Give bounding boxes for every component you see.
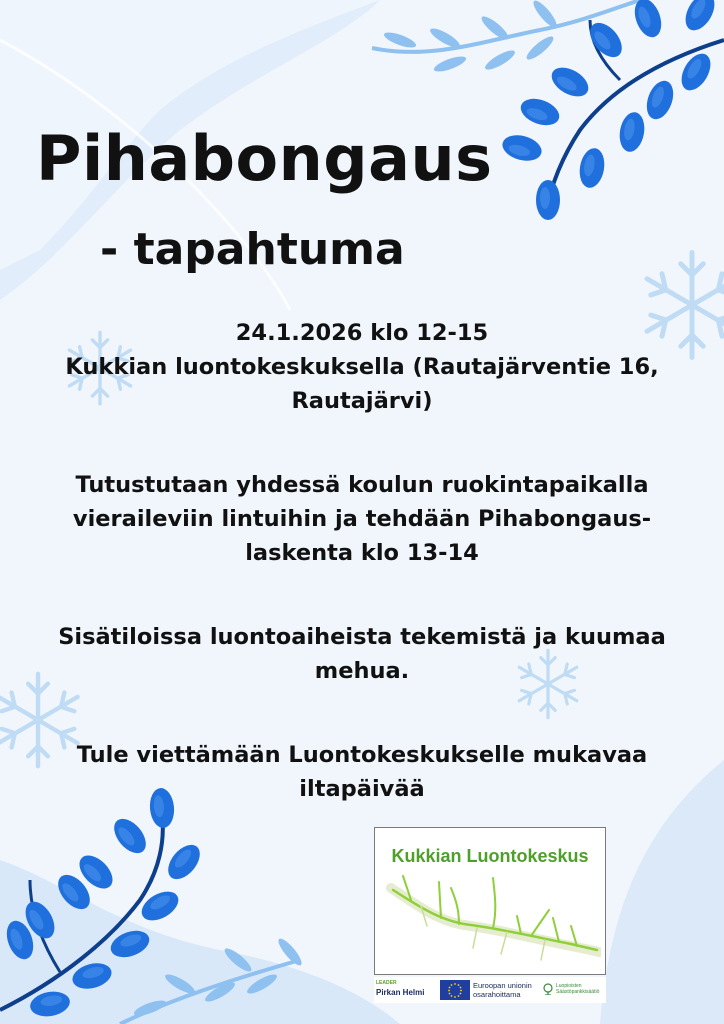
savings-bank-foundation-icon bbox=[542, 983, 554, 995]
pirkan-helmi-label: Pirkan Helmi bbox=[376, 988, 425, 997]
eu-funding-text bbox=[473, 981, 532, 999]
pirkan-helmi-logo bbox=[376, 979, 424, 997]
eu-line-2: osarahoittama bbox=[473, 990, 521, 999]
event-place-line-2: Rautajärvi) bbox=[291, 388, 433, 414]
invitation-line-2: iltapäivää bbox=[299, 776, 425, 802]
leader-label: LEADER bbox=[376, 980, 397, 986]
invitation-line-1: Tule viettämään Luontokeskukselle mukavaa bbox=[76, 742, 648, 768]
poster-title: Pihabongaus bbox=[36, 122, 493, 195]
poster-subtitle: - tapahtuma bbox=[100, 224, 405, 275]
eu-line-1: Euroopan unionin bbox=[473, 981, 532, 990]
river-map-icon bbox=[381, 868, 601, 968]
sponsor-strip bbox=[374, 977, 606, 1003]
description-line-1: Tutustutaan yhdessä koulun ruokintapaikalla bbox=[75, 472, 649, 498]
event-description bbox=[20, 468, 704, 570]
invitation bbox=[20, 738, 704, 806]
indoor-activities bbox=[20, 620, 704, 688]
logo-title: Kukkian Luontokeskus bbox=[391, 846, 589, 866]
event-place-line-1: Kukkian luontokeskuksella (Rautajärventie 16, bbox=[65, 354, 659, 380]
luontokeskus-logo bbox=[374, 827, 606, 975]
indoor-line-2: mehua. bbox=[314, 658, 410, 684]
sp-line-2: Säästöpankkisäätiö bbox=[556, 989, 600, 995]
event-details bbox=[20, 316, 704, 418]
savings-bank-foundation-text bbox=[556, 983, 599, 995]
eu-flag-icon bbox=[440, 980, 470, 1000]
description-line-3: laskenta klo 13-14 bbox=[245, 540, 479, 566]
event-date: 24.1.2026 klo 12-15 bbox=[235, 320, 489, 346]
indoor-line-1: Sisätiloissa luontoaiheista tekemistä ja kuumaa bbox=[58, 624, 666, 650]
sp-line-1: Luopioisten bbox=[556, 983, 582, 989]
description-line-2: vieraileviin lintuihin ja tehdään Pihabongaus- bbox=[72, 506, 652, 532]
